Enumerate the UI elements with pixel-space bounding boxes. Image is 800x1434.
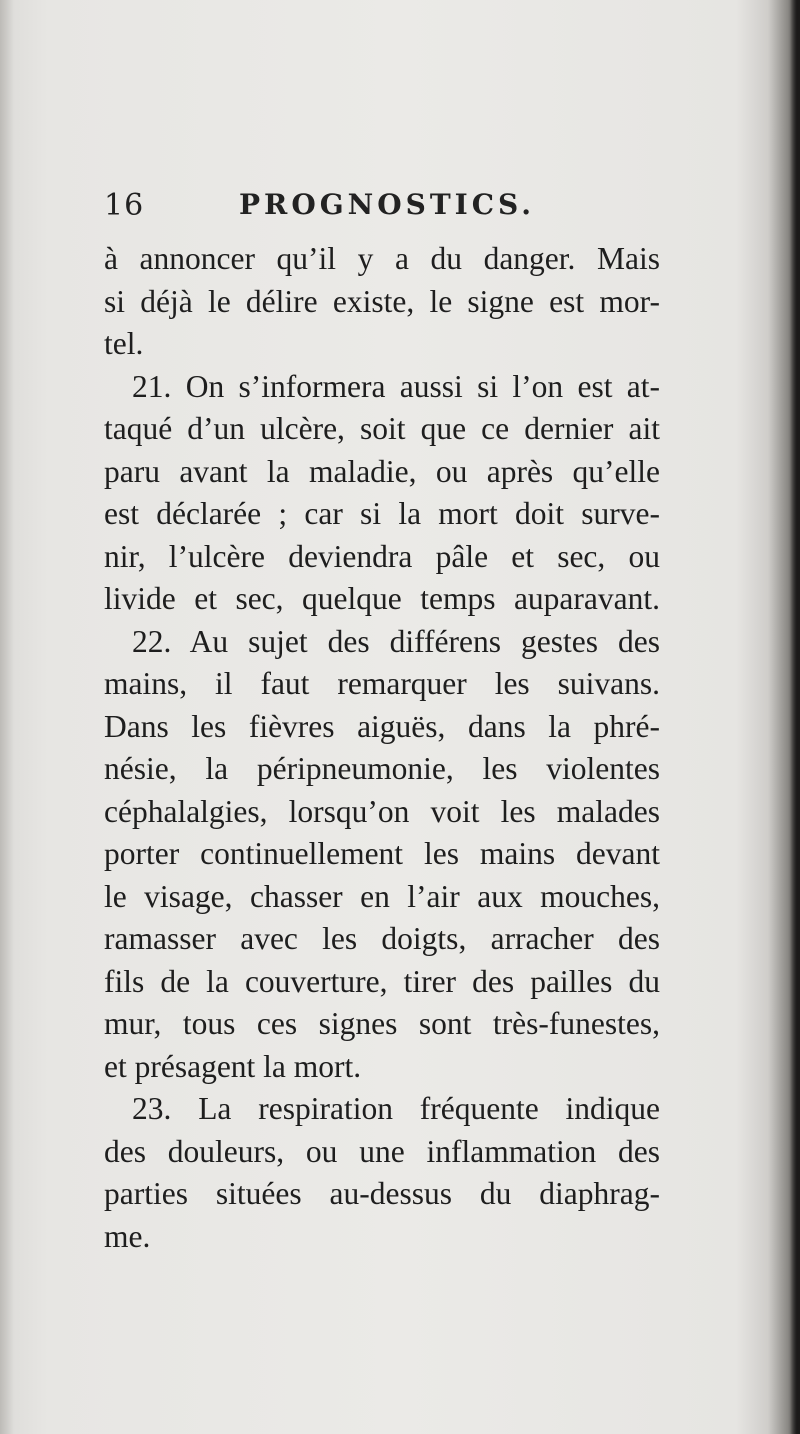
text-line: céphalalgies, lorsqu’on voit les malades <box>104 793 660 829</box>
text-line: mains, il faut remarquer les suivans. <box>104 666 660 701</box>
page-edge-shadow <box>790 0 800 1434</box>
paragraph-21-start: 21. On s’informera aussi si l’on est at- <box>132 368 660 404</box>
text-line: paru avant la maladie, ou après qu’elle <box>104 453 660 489</box>
text-line: est déclarée ; car si la mort doit surve- <box>104 496 660 531</box>
page-gutter-shadow <box>0 0 14 1434</box>
text-line: me. <box>104 1218 151 1254</box>
paragraph-23-start: 23. La respiration fréquente indique <box>132 1091 660 1126</box>
text-line: mur, tous ces signes sont très-funestes, <box>104 1006 660 1041</box>
text-line: porter continuellement les mains devant <box>104 836 660 871</box>
body-text <box>104 238 660 1258</box>
text-line: si déjà le délire existe, le signe est mor- <box>104 283 660 319</box>
paragraph-22-start: 22. Au sujet des différens gestes des <box>132 623 660 659</box>
text-line: tel. <box>104 326 144 361</box>
text-line: ramasser avec les doigts, arracher des <box>104 921 660 956</box>
page-number: 16 <box>104 188 145 223</box>
text-line: livide et sec, quelque temps auparavant. <box>104 581 660 616</box>
text-line: et présagent la mort. <box>104 1048 362 1084</box>
page-header <box>104 188 664 228</box>
text-line: taqué d’un ulcère, soit que ce dernier ait <box>104 411 660 446</box>
running-title: PROGNOSTICS. <box>239 188 536 221</box>
text-line: à annoncer qu’il y a du danger. Mais <box>104 241 660 276</box>
text-line: Dans les fièvres aiguës, dans la phré- <box>104 708 660 744</box>
text-line: nésie, la péripneumonie, les violentes <box>104 751 660 786</box>
text-line: des douleurs, ou une inflammation des <box>104 1133 660 1169</box>
text-line: parties situées au-dessus du diaphrag- <box>104 1176 660 1211</box>
text-line: le visage, chasser en l’air aux mouches, <box>104 878 660 914</box>
text-line: nir, l’ulcère deviendra pâle et sec, ou <box>104 538 660 574</box>
text-line: fils de la couverture, tirer des pailles du <box>104 963 660 999</box>
